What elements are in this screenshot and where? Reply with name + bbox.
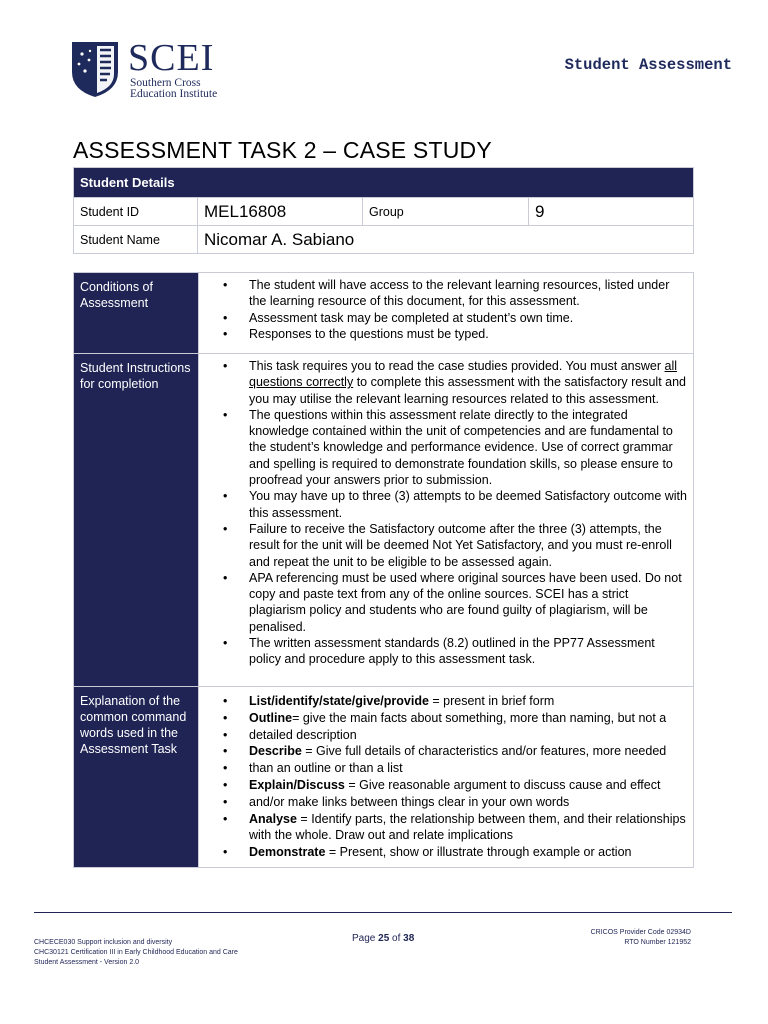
command-description: = Give full details of characteristics and/or features, more needed (301, 744, 667, 759)
instructions-content (199, 354, 694, 687)
group-value: 9 (529, 198, 694, 226)
task-title: ASSESSMENT TASK 2 – CASE STUDY (73, 137, 492, 163)
student-name-label: Student Name (74, 226, 198, 254)
command-term: Describe (249, 744, 302, 759)
command-term: Outline (249, 710, 293, 725)
command-description: detailed description (249, 727, 357, 742)
shield-logo-icon (70, 40, 120, 98)
page-of-word: of (389, 933, 404, 944)
instruction-underlined-text: all questions correctly (249, 359, 678, 390)
list-item: • APA referencing must be used where original sources have been used. Do not copy and paste text from any of the online sources. SCEI has a strict plagiarism policy and students who are found guilty of plagiarism, will be penalised. (207, 570, 687, 635)
commands-row (74, 687, 694, 868)
list-item: • The written assessment standards (8.2) outlined in the PP77 Assessment policy and procedure apply to this assessment task. (207, 635, 687, 668)
instruction-text: to complete this assessment with the satisfactory result and you may utilise the relevant learning resources related to this assessment. (249, 375, 687, 406)
page-word: Page (352, 933, 379, 944)
page-number (352, 933, 414, 944)
command-term: Analyse (249, 811, 297, 826)
list-item: • Responses to the questions must be typed. (207, 326, 687, 342)
list-item (207, 710, 687, 727)
list-item (207, 811, 687, 845)
assessment-conditions-table (73, 272, 694, 868)
command-term: List/identify/state/give/provide (249, 694, 429, 708)
command-term: Explain/Discuss (249, 777, 345, 792)
logo-subtitle (130, 78, 270, 100)
details-row (74, 198, 694, 226)
footer-unit-info (34, 938, 238, 968)
cricos-code: CRICOS Provider Code 02934D (590, 929, 691, 936)
command-description: = Give reasonable argument to discuss cause and effect (344, 777, 661, 792)
footer-divider (34, 912, 732, 913)
footer-provider-info (591, 928, 691, 947)
group-label: Group (363, 198, 529, 226)
instructions-row (74, 354, 694, 687)
footer-qualification: CHC30121 Certification III in Early Childhood Education and Care (34, 949, 238, 956)
logo-line-1: Southern Cross (130, 77, 201, 89)
list-item (207, 727, 687, 744)
student-name-value: Nicomar A. Sabiano (198, 226, 694, 254)
instruction-text: This task requires you to read the case studies provided. You must answer (249, 359, 665, 373)
list-item (207, 844, 687, 861)
command-term: Demonstrate (249, 845, 326, 860)
student-details-table (73, 167, 694, 254)
scei-logo (70, 37, 250, 100)
footer-version: Student Assessment - Version 2.0 (34, 959, 140, 966)
conditions-content (199, 273, 694, 354)
instructions-label: Student Instructions for completion (74, 354, 199, 687)
list-item: • The student will have access to the relevant learning resources, listed under the learning resource of this document, for this assessment. (207, 277, 687, 310)
footer-unit-code: CHCECE030 Support inclusion and diversity (34, 939, 173, 946)
list-item: • Assessment task may be completed at student’s own time. (207, 310, 687, 326)
list-item: • Failure to receive the Satisfactory outcome after the three (3) attempts, the result for the unit will be deemed Not Yet Satisfactory, and you must re-enroll and repeat the unit to be eligible to be assessed again. (207, 521, 687, 570)
rto-number: RTO Number 121952 (624, 938, 691, 946)
list-item (207, 358, 687, 407)
details-row (74, 226, 694, 254)
command-description: = give the main facts about something, more than naming, but not a (292, 710, 667, 725)
list-item (207, 794, 687, 811)
document-type: Student Assessment (564, 56, 732, 74)
page-current: 25 (378, 933, 390, 944)
details-heading: Student Details (74, 168, 694, 198)
student-id-value: MEL16808 (198, 198, 363, 226)
page-total: 38 (403, 933, 415, 944)
logo-abbreviation: SCEI (128, 37, 215, 79)
list-item (207, 693, 687, 710)
commands-content (199, 687, 694, 868)
command-description: = present in brief form (428, 694, 555, 708)
list-item: • The questions within this assessment relate directly to the integrated knowledge contained within the unit of competencies and are fundamental to the student’s knowledge and performance evidence. Use of correct grammar and spelling is required to demonstrate foundation skills, so please ensure to proofread your answers prior to submission. (207, 407, 687, 488)
logo-line-2: Education Institute (130, 88, 218, 100)
conditions-row (74, 273, 694, 354)
list-item (207, 777, 687, 794)
command-description: than an outline or than a list (249, 761, 403, 776)
commands-label: Explanation of the common command words used in the Assessment Task (74, 687, 199, 868)
student-id-label: Student ID (74, 198, 198, 226)
details-header-row (74, 168, 694, 198)
conditions-label: Conditions of Assessment (74, 273, 199, 354)
list-item: • You may have up to three (3) attempts to be deemed Satisfactory outcome with this assessment. (207, 488, 687, 521)
command-description: = Identify parts, the relationship between them, and their relationships with the whole. Draw out and relate implications (249, 811, 686, 843)
list-item (207, 743, 687, 760)
command-description: and/or make links between things clear in your own words (249, 794, 570, 809)
command-description: = Present, show or illustrate through example or action (325, 845, 632, 860)
list-item (207, 760, 687, 777)
